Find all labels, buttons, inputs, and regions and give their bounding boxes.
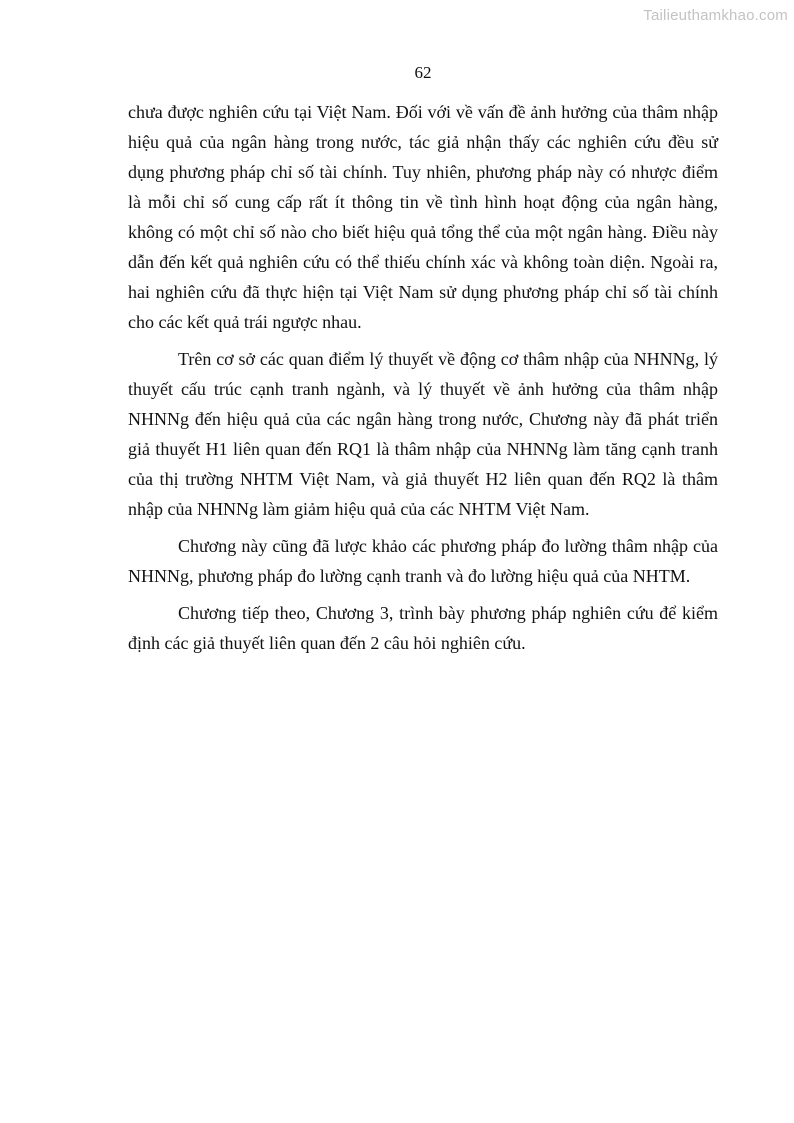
paragraph-methods-review: Chương này cũng đã lược khảo các phương pháp đo lường thâm nhập của NHNNg, phương pháp đo lường cạnh tranh và đo lường hiệu quả của NHTM. [128, 536, 718, 586]
paragraph-next-chapter: Chương tiếp theo, Chương 3, trình bày phương pháp nghiên cứu để kiểm định các giả thuyết liên quan đến 2 câu hỏi nghiên cứu. [128, 603, 718, 653]
watermark-text: Tailieuthamkhao.com [643, 7, 788, 24]
page-body-text [128, 97, 718, 665]
page-number: 62 [414, 63, 432, 82]
paragraph-hypotheses: Trên cơ sở các quan điểm lý thuyết về động cơ thâm nhập của NHNNg, lý thuyết cấu trúc cạnh tranh ngành, và lý thuyết về ảnh hưởng của thâm nhập NHNNg đến hiệu quả của các ngân hàng trong nước, Chương này đã phát triển giả thuyết H1 liên quan đến RQ1 là thâm nhập của NHNNg làm tăng cạnh tranh của thị trường NHTM Việt Nam, và giả thuyết H2 liên quan đến RQ2 là thâm nhập của NHNNg làm giảm hiệu quả của các NHTM Việt Nam. [128, 349, 718, 519]
paragraph-continued: chưa được nghiên cứu tại Việt Nam. Đối với về vấn đề ảnh hưởng của thâm nhập hiệu quả của ngân hàng trong nước, tác giả nhận thấy các nghiên cứu đều sử dụng phương pháp chỉ số tài chính. Tuy nhiên, phương pháp này có nhược điểm là mỗi chỉ số cung cấp rất ít thông tin về tình hình hoạt động của ngân hàng, không có một chỉ số nào cho biết hiệu quả tổng thể của một ngân hàng. Điều này dẫn đến kết quả nghiên cứu có thể thiếu chính xác và không toàn diện. Ngoài ra, hai nghiên cứu đã thực hiện tại Việt Nam sử dụng phương pháp chỉ số tài chính cho các kết quả trái ngược nhau. [128, 102, 718, 332]
